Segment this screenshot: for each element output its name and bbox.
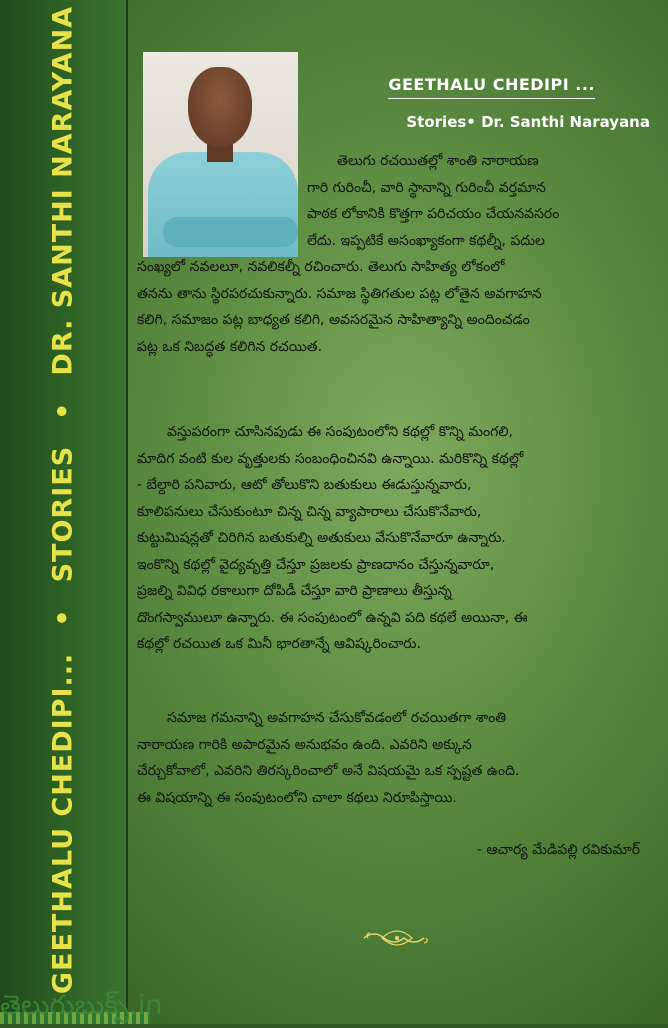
text-line: - బేల్దారి పనివారు, ఆటో తోలుకొని బతుకులు ఈడుస్తున్నవారు, xyxy=(137,477,472,493)
text-line: ఇంకొన్ని కథల్లో వైద్యవృత్తి చేస్తూ ప్రజలకు ప్రాణదానం చేస్తున్నవారూ, xyxy=(137,556,495,573)
text-line: కథల్లో రచయిత ఒక మినీ భారతాన్నే ఆవిష్కరించారు. xyxy=(137,636,421,652)
text-line: వస్తుపరంగా చూసినపుడు ఈ సంపుటంలోని కథల్లో కొన్ని మంగలి, xyxy=(167,424,514,440)
text-line: సంఖ్యలో నవలలూ, నవలికల్నీ రచించారు. తెలుగు సాహిత్య లోకంలో xyxy=(137,259,505,275)
book-spine xyxy=(0,0,128,1024)
text-line: సమాజ గమనాన్ని అవగాహన చేసుకోవడంలో రచయితగా శాంతి xyxy=(167,710,507,726)
text-line: ఈ విషయాన్ని ఈ సంపుటంలోని చాలా కథలు నిరూపిస్తాయి. xyxy=(137,789,457,806)
paragraph-1 xyxy=(137,148,645,360)
spine-separator: • xyxy=(47,401,79,420)
text-line: నారాయణ గారికి అపారమైన అనుభవం ఉంది. ఎవరిని అక్కున xyxy=(137,736,472,753)
spine-genre: STORIES xyxy=(47,445,79,583)
spine-separator: • xyxy=(47,608,79,627)
book-title: GEETHALU CHEDIPI ... xyxy=(388,75,595,99)
text-line: పట్ల ఒక నిబద్ధత కలిగిన రచయిత. xyxy=(137,338,323,355)
text-line: ప్రజల్ని వివిధ రకాలుగా దోపిడీ చేస్తూ వారి ప్రాణాలు తీస్తున్న xyxy=(137,583,452,599)
spine-text xyxy=(48,6,79,994)
text-line: లేదు. ఇప్పటికే అసంఖ్యాకంగా కథల్నీ, పదుల xyxy=(307,232,545,249)
text-line: గారి గురించీ, వారి స్థానాన్ని గురించీ వర్తమాన xyxy=(307,179,546,196)
spine-author: DR. SANTHI NARAYANA xyxy=(47,5,79,376)
text-line: మాదిగ వంటి కుల వృత్తులకు సంబంధించినవి ఉన్నాయి. మరికొన్ని కథల్లో xyxy=(137,450,524,467)
text-line: కుట్టుమిషన్లతో చిరిగిన బతుకుల్ని అతుకులు వేసుకొనేవారూ ఉన్నారు. xyxy=(137,530,506,546)
flourish-ornament-icon xyxy=(362,926,432,950)
title-block xyxy=(320,75,650,131)
text-line: పాఠక లోకానికి కొత్తగా పరిచయం చేయనవసరం xyxy=(307,206,560,222)
text-line: దొంగస్వాములూ ఉన్నారు. ఈ సంపుటంలో ఉన్నవి పది కథలే అయినా, ఈ xyxy=(137,609,528,626)
spine-title: GEETHALU CHEDIPI... xyxy=(47,652,79,995)
watermark-logo: తెలుగుబుక్స్.in xyxy=(0,990,163,1021)
text-line: కూలిపనులు చేసుకుంటూ చిన్న చిన్న వ్యాపారాలు చేసుకొనేవారు, xyxy=(137,503,482,520)
text-line: చేర్చుకోవాలో, ఎవరిని తిరస్కరించాలో అనే విషయమై ఒక స్పష్టత ఉంది. xyxy=(137,763,520,779)
book-subtitle: Stories• Dr. Santhi Narayana xyxy=(406,113,650,131)
paragraph-2 xyxy=(137,419,645,658)
photo-head xyxy=(188,67,252,147)
paragraph-3 xyxy=(137,705,645,811)
text-line: తెలుగు రచయితల్లో శాంతి నారాయణ xyxy=(337,153,539,169)
text-line: తనను తాను స్థిరపరచుకున్నారు. సమాజ స్థితిగతుల పట్ల లోతైన అవగాహన xyxy=(137,285,542,302)
text-line: కలిగి, సమాజం పట్ల బాధ్యత కలిగి, అవసరమైన సాహిత్యాన్ని అందించడం xyxy=(137,312,530,328)
signature: - ఆచార్య మేడిపల్లి రవికుమార్ xyxy=(476,842,640,858)
